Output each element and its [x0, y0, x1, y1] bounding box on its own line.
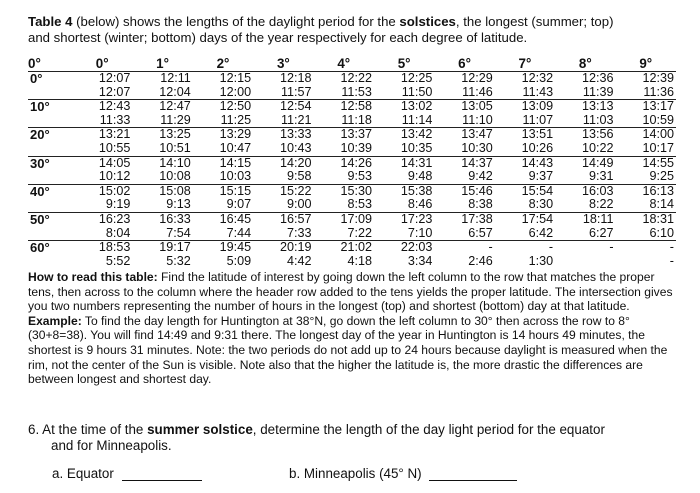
summer-daylight-cell: 14:43: [495, 156, 555, 170]
winter-daylight-cell: 7:33: [287, 225, 312, 240]
summer-daylight-cell: 13:05: [434, 100, 494, 114]
winter-daylight-cell: 6:27: [589, 225, 614, 240]
summer-daylight-cell: 14:20: [253, 156, 313, 170]
winter-daylight-cell: 11:39: [582, 84, 614, 99]
winter-daylight-cell: 7:22: [347, 225, 372, 240]
winter-daylight-cell: 11:57: [280, 84, 312, 99]
winter-daylight-cell: 10:59: [642, 112, 674, 127]
winter-daylight-cell: 7:10: [407, 225, 433, 240]
winter-daylight-cell: 10:08: [159, 169, 191, 184]
summer-daylight-cell: 16:13: [616, 184, 676, 198]
summer-daylight-cell: 13:13: [555, 100, 615, 114]
latitude-label: 30°: [28, 156, 72, 170]
how-to-read-paragraph: [28, 270, 680, 387]
summer-daylight-cell: 20:19: [253, 241, 313, 255]
latitude-label: [28, 255, 72, 269]
winter-daylight-cell: 9:00: [287, 197, 312, 212]
winter-daylight-cell: 9:19: [105, 197, 131, 212]
winter-daylight-cell: 7:44: [226, 225, 252, 240]
header-cell: 5°: [397, 56, 411, 71]
header-cell: 9°: [639, 56, 653, 71]
winter-daylight-cell: 11:50: [401, 84, 433, 99]
summer-daylight-cell: 16:33: [132, 212, 192, 226]
winter-daylight-cell: 10:43: [280, 140, 312, 155]
table-row-summer: [28, 156, 676, 170]
winter-daylight-cell: 6:42: [528, 225, 554, 240]
summer-daylight-cell: 13:47: [434, 128, 494, 142]
winter-daylight-cell: 12:07: [98, 84, 131, 99]
summer-daylight-cell: 17:09: [314, 212, 374, 226]
answer-a-blank[interactable]: [122, 468, 202, 481]
header-cell: 6°: [458, 56, 471, 71]
summer-daylight-cell: 12:58: [314, 100, 374, 114]
latitude-label: 50°: [28, 212, 72, 226]
winter-daylight-cell: 11:07: [522, 112, 554, 127]
header-cell: 3°: [276, 56, 290, 71]
winter-daylight-cell: 9:31: [589, 169, 614, 184]
header-cell: 1°: [156, 56, 169, 71]
winter-daylight-cell: 8:38: [468, 197, 493, 212]
summer-daylight-cell: 13:51: [495, 128, 555, 142]
winter-daylight-cell: 1:30: [528, 253, 554, 268]
header-cell: 7°: [518, 56, 532, 71]
winter-daylight-cell: 8:14: [649, 197, 674, 212]
winter-daylight-cell: 11:03: [582, 112, 614, 127]
intro-solstices: solstices: [399, 14, 456, 29]
summer-daylight-cell: 14:05: [72, 156, 132, 170]
table-row-summer: [28, 72, 676, 86]
summer-daylight-cell: 13:37: [314, 128, 374, 142]
summer-daylight-cell: 13:42: [374, 128, 434, 142]
winter-daylight-cell: 11:18: [341, 112, 372, 127]
winter-daylight-cell: 10:35: [400, 140, 433, 155]
summer-daylight-cell: 19:45: [193, 241, 253, 255]
summer-daylight-cell: 14:10: [132, 156, 192, 170]
question-text-1: 6. At the time of the: [28, 422, 148, 437]
latitude-label: 60°: [28, 241, 72, 255]
table-row-summer: [28, 184, 676, 198]
summer-daylight-cell: 16:03: [555, 184, 615, 198]
summer-daylight-cell: -: [495, 241, 555, 255]
winter-daylight-cell: 10:22: [582, 140, 614, 155]
winter-daylight-cell: 9:13: [166, 197, 191, 212]
summer-daylight-cell: 15:08: [132, 184, 192, 198]
summer-daylight-cell: 12:29: [434, 72, 494, 86]
intro-paragraph: [28, 14, 678, 46]
summer-daylight-cell: -: [555, 241, 615, 255]
summer-daylight-cell: 17:23: [374, 212, 434, 226]
intro-text-1: (below) shows the lengths of the daylight period for the: [72, 14, 400, 29]
example-label: Example:: [28, 313, 82, 328]
summer-daylight-cell: 15:54: [495, 184, 555, 198]
summer-daylight-cell: 12:07: [72, 72, 132, 86]
winter-daylight-cell: 9:42: [468, 169, 493, 184]
summer-daylight-cell: 13:29: [193, 128, 253, 142]
intro-table-label: Table 4: [28, 14, 73, 29]
summer-daylight-cell: 12:39: [616, 72, 676, 86]
table-row-winter: [28, 198, 676, 212]
winter-daylight-cell: [555, 255, 615, 269]
winter-daylight-cell: 11:25: [220, 112, 252, 127]
summer-daylight-cell: 14:00: [616, 128, 676, 142]
intro-text-2: , the longest (summer; top): [455, 14, 614, 29]
winter-daylight-cell: 10:55: [98, 140, 131, 155]
winter-daylight-cell: 2:46: [468, 253, 493, 268]
winter-daylight-cell: 5:09: [226, 253, 252, 268]
table-row-summer: [28, 212, 676, 226]
winter-daylight-cell: 11:10: [462, 112, 493, 127]
winter-daylight-cell: 12:00: [219, 84, 252, 99]
summer-daylight-cell: 14:26: [314, 156, 374, 170]
summer-daylight-cell: 16:57: [253, 212, 313, 226]
answer-b-blank[interactable]: [429, 468, 517, 481]
answer-a-label: a. Equator: [52, 466, 114, 481]
winter-daylight-cell: 10:51: [159, 140, 191, 155]
latitude-label: [28, 170, 72, 184]
winter-daylight-cell: 9:58: [287, 169, 312, 184]
example-text: To find the day length for Huntington at 38°N, go down the left column to 30° then across the row to 8° (30+8=38). You will find 14:49 and 9:31 there. The longest day of the year in Huntington is 14 hours 49 minutes, the shortest is 9 hours 31 minutes. Note: the two periods do not add up to 24 hours because daylight is measured when the rim, not the center of the Sun is visible. Note also that the higher the latitude is, the more drastic the differences are between longest and shortest day.: [28, 313, 668, 387]
table-header-row: [28, 56, 676, 72]
summer-daylight-cell: 14:55: [616, 156, 676, 170]
winter-daylight-cell: 5:52: [105, 253, 131, 268]
header-cell: 4°: [337, 56, 351, 71]
latitude-label: 40°: [28, 184, 72, 198]
latitude-label: [28, 86, 72, 100]
winter-daylight-cell: 10:39: [340, 140, 372, 155]
summer-daylight-cell: 22:03: [374, 241, 434, 255]
header-cell: 8°: [578, 56, 592, 71]
summer-daylight-cell: 19:17: [132, 241, 192, 255]
table-row-winter: [28, 142, 676, 156]
summer-daylight-cell: -: [616, 241, 676, 255]
winter-daylight-cell: 8:30: [528, 197, 554, 212]
winter-daylight-cell: 10:30: [461, 140, 493, 155]
winter-daylight-cell: 10:26: [521, 140, 554, 155]
latitude-label: [28, 227, 72, 241]
summer-daylight-cell: -: [434, 241, 494, 255]
table-row-summer: [28, 128, 676, 142]
winter-daylight-cell: 7:54: [166, 225, 191, 240]
winter-daylight-cell: 11:33: [99, 112, 131, 127]
table-row-winter: [28, 227, 676, 241]
how-to-read-heading: How to read this table:: [28, 270, 158, 284]
winter-daylight-cell: 9:07: [226, 197, 252, 212]
summer-daylight-cell: 12:50: [193, 100, 253, 114]
winter-daylight-cell: 4:18: [347, 253, 372, 268]
table-row-summer: [28, 100, 676, 114]
summer-daylight-cell: 15:15: [193, 184, 253, 198]
summer-daylight-cell: 12:22: [314, 72, 374, 86]
summer-daylight-cell: 12:36: [555, 72, 615, 86]
winter-daylight-cell: 12:04: [159, 84, 191, 99]
winter-daylight-cell: 6:10: [649, 225, 674, 240]
summer-daylight-cell: 12:54: [253, 100, 313, 114]
summer-daylight-cell: 13:21: [72, 128, 132, 142]
winter-daylight-cell: 9:25: [649, 169, 674, 184]
summer-daylight-cell: 15:30: [314, 184, 374, 198]
winter-daylight-cell: 5:32: [166, 253, 191, 268]
summer-daylight-cell: 12:32: [495, 72, 555, 86]
summer-daylight-cell: 14:49: [555, 156, 615, 170]
winter-daylight-cell: 10:03: [219, 169, 252, 184]
question-text-3: and for Minneapolis.: [51, 438, 172, 453]
table-row-winter: [28, 170, 676, 184]
summer-daylight-cell: 14:31: [374, 156, 434, 170]
answer-b-label: b. Minneapolis (45° N): [289, 466, 422, 481]
answer-fields: [52, 466, 672, 481]
summer-daylight-cell: 16:45: [193, 212, 253, 226]
summer-daylight-cell: 12:47: [132, 100, 192, 114]
winter-daylight-cell: 10:17: [642, 140, 674, 155]
latitude-label: [28, 114, 72, 128]
winter-daylight-cell: 11:29: [160, 112, 191, 127]
summer-daylight-cell: 18:53: [72, 241, 132, 255]
summer-daylight-cell: 13:02: [374, 100, 434, 114]
summer-daylight-cell: 16:23: [72, 212, 132, 226]
summer-daylight-cell: 12:43: [72, 100, 132, 114]
winter-daylight-cell: 11:14: [401, 112, 433, 127]
summer-daylight-cell: 13:17: [616, 100, 676, 114]
latitude-label: 20°: [28, 128, 72, 142]
winter-daylight-cell: 3:34: [407, 253, 433, 268]
summer-daylight-cell: 12:11: [132, 72, 192, 86]
winter-daylight-cell: 6:57: [468, 225, 493, 240]
winter-daylight-cell: 8:46: [407, 197, 433, 212]
summer-daylight-cell: 12:18: [253, 72, 313, 86]
winter-daylight-cell: 8:53: [347, 197, 372, 212]
question-text-2: , determine the length of the day light period for the equator: [252, 422, 605, 437]
latitude-label: [28, 142, 72, 156]
winter-daylight-cell: 11:43: [522, 84, 554, 99]
summer-daylight-cell: 13:33: [253, 128, 313, 142]
winter-daylight-cell: 11:46: [462, 84, 493, 99]
header-cell: 0°: [28, 56, 41, 71]
winter-daylight-cell: 10:47: [219, 140, 252, 155]
daylight-table: [28, 56, 676, 268]
winter-daylight-cell: 11:36: [643, 84, 674, 99]
summer-daylight-cell: 21:02: [314, 241, 374, 255]
latitude-label: 0°: [28, 72, 72, 86]
winter-daylight-cell: 9:37: [528, 169, 554, 184]
summer-daylight-cell: 18:31: [616, 212, 676, 226]
summer-daylight-cell: 12:15: [193, 72, 253, 86]
winter-daylight-cell: 9:48: [407, 169, 433, 184]
header-cell: 2°: [216, 56, 230, 71]
summer-daylight-cell: 15:46: [434, 184, 494, 198]
winter-daylight-cell: -: [669, 253, 674, 268]
winter-daylight-cell: 9:53: [347, 169, 372, 184]
table-row-winter: [28, 255, 676, 269]
winter-daylight-cell: 8:22: [589, 197, 614, 212]
summer-daylight-cell: 13:09: [495, 100, 555, 114]
summer-daylight-cell: 15:22: [253, 184, 313, 198]
winter-daylight-cell: 4:42: [287, 253, 312, 268]
summer-daylight-cell: 15:02: [72, 184, 132, 198]
header-cell: 0°: [95, 56, 109, 71]
table-row-summer: [28, 241, 676, 255]
table-row-winter: [28, 114, 676, 128]
summer-daylight-cell: 12:25: [374, 72, 434, 86]
question-6: [28, 422, 678, 454]
summer-daylight-cell: 13:25: [132, 128, 192, 142]
winter-daylight-cell: 11:53: [341, 84, 372, 99]
summer-daylight-cell: 18:11: [555, 212, 615, 226]
question-summer-solstice: summer solstice: [147, 422, 253, 437]
latitude-label: 10°: [28, 100, 72, 114]
summer-daylight-cell: 17:38: [434, 212, 494, 226]
latitude-label: [28, 198, 72, 212]
summer-daylight-cell: 17:54: [495, 212, 555, 226]
how-to-read-text: Find the latitude of interest by going down the left column to the row that matches the proper tens, then across to the column where the header row added to the tens yields the proper latitude. The intersection gives you two numbers representing the number of hours in the longest (top) and shortest (bottom) day at that latitude.: [28, 270, 673, 314]
summer-daylight-cell: 14:37: [434, 156, 494, 170]
table-row-winter: [28, 86, 676, 100]
summer-daylight-cell: 14:15: [193, 156, 253, 170]
winter-daylight-cell: 8:04: [105, 225, 131, 240]
winter-daylight-cell: 10:12: [98, 169, 131, 184]
winter-daylight-cell: 11:21: [280, 112, 312, 127]
summer-daylight-cell: 15:38: [374, 184, 434, 198]
intro-text-3: and shortest (winter; bottom) days of the year respectively for each degree of latitude.: [28, 30, 528, 45]
summer-daylight-cell: 13:56: [555, 128, 615, 142]
